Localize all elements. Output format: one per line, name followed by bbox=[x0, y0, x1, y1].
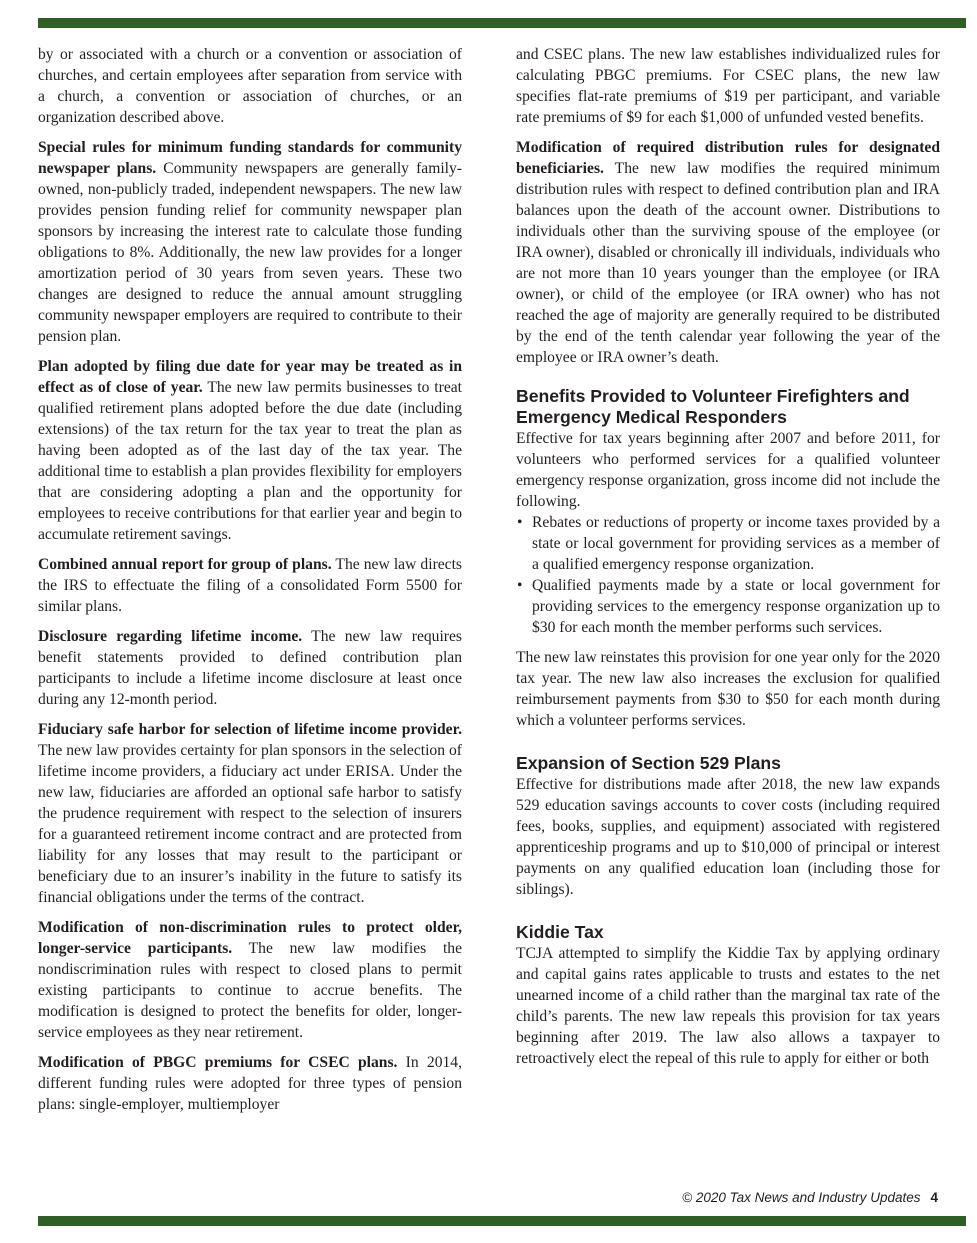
paragraph bbox=[38, 1052, 462, 1115]
paragraph-text: The new law modifies the nondiscrimination rules with respect to closed plans to permit existing participants to continue to accrue benefits. The modification is designed to protect the benefits for older, longer-service employees as they near retirement. bbox=[38, 940, 462, 1041]
paragraph-lead: Modification of PBGC premiums for CSEC plans. bbox=[38, 1054, 398, 1071]
paragraph bbox=[516, 137, 940, 368]
paragraph-lead: Combined annual report for group of plans. bbox=[38, 556, 332, 573]
paragraph: Effective for tax years beginning after 2007 and before 2011, for volunteers who performed services for a qualified volunteer emergency response organization, gross income did not include the following. bbox=[516, 430, 940, 510]
list-item bbox=[516, 575, 940, 638]
paragraph-lead: Special rules for minimum funding standards for community newspaper plans. bbox=[38, 139, 462, 177]
paragraph-lead: Modification of non-discrimination rules to protect older, longer-service participants. bbox=[38, 919, 462, 957]
bottom-rule bbox=[38, 1216, 966, 1226]
footer-text: © 2020 Tax News and Industry Updates bbox=[682, 1190, 921, 1205]
paragraph-text: The new law requires benefit statements provided to defined contribution plan participants to include a lifetime income disclosure at least once during any 12-month period. bbox=[38, 628, 462, 708]
paragraph bbox=[38, 719, 462, 908]
bullet-list bbox=[516, 512, 940, 638]
paragraph bbox=[38, 554, 462, 617]
paragraph-lead: Plan adopted by filing due date for year may be treated as in effect as of close of year. bbox=[38, 358, 462, 396]
bullet-icon: • bbox=[517, 577, 523, 594]
paragraph bbox=[38, 137, 462, 347]
section-heading: Kiddie Tax bbox=[516, 922, 604, 942]
page-footer bbox=[516, 1190, 938, 1205]
paragraph-text: The new law modifies the required minimum distribution rules with respect to defined contribution plan and IRA balances upon the death of the account owner. Distributions to individuals other than the surviving spouse of the employee (or IRA owner), disabled or chronically ill individuals, individuals who are not more than 10 years younger than the employee (or IRA owner), or child of the employee (or IRA owner) who has not reached the age of majority are generally required to be distributed by the end of the tenth calendar year following the year of the employee or IRA owner’s death. bbox=[516, 160, 940, 366]
paragraph: Effective for distributions made after 2018, the new law expands 529 education savings accounts to cover costs (including required fees, books, supplies, and equipment) associated with registered apprenticeship programs and up to $10,000 of principal or interest payments on any qualified education loan (including those for siblings). bbox=[516, 776, 940, 898]
list-item-text: Rebates or reductions of property or income taxes provided by a state or local government for providing services as a member of a qualified emergency response organization. bbox=[532, 514, 940, 573]
top-rule bbox=[38, 18, 966, 28]
list-item-text: Qualified payments made by a state or local government for providing services to the emergency response organization up to $30 for each month the member performs such services. bbox=[532, 577, 940, 636]
bullet-icon: • bbox=[517, 514, 523, 531]
paragraph: and CSEC plans. The new law establishes individualized rules for calculating PBGC premiums. For CSEC plans, the new law specifies flat-rate premiums of $19 per participant, and variable rate premiums of $9 for each $1,000 of unfunded vested benefits. bbox=[516, 46, 940, 126]
section-heading: Expansion of Section 529 Plans bbox=[516, 753, 781, 773]
paragraph-lead: Disclosure regarding lifetime income. bbox=[38, 628, 303, 645]
paragraph-text: In 2014, different funding rules were adopted for three types of pension plans: single-employer, multiemployer bbox=[38, 1054, 462, 1113]
list-item bbox=[516, 512, 940, 575]
section-heading: Benefits Provided to Volunteer Firefighters and Emergency Medical Responders bbox=[516, 386, 910, 427]
paragraph-text: Community newspapers are generally family-owned, non-publicly traded, independent newspapers. The new law provides pension funding relief for community newspaper plan sponsors by increasing the interest rate to calculate those funding obligations to 8%. Additionally, the new law provides for a longer amortization period of 30 years from seven years. These two changes are designed to reduce the annual amount struggling community newspaper employers are required to contribute to their pension plan. bbox=[38, 160, 462, 345]
page-number: 4 bbox=[930, 1190, 938, 1205]
paragraph: The new law reinstates this provision for one year only for the 2020 tax year. The new law also increases the exclusion for qualified reimbursement payments from $30 to $50 for each month during which a volunteer performs services. bbox=[516, 649, 940, 729]
paragraph bbox=[38, 626, 462, 710]
paragraph: TCJA attempted to simplify the Kiddie Tax by applying ordinary and capital gains rates applicable to trusts and estates to the net unearned income of a child rather than the marginal tax rate of the child’s parents. The new law repeals this provision for tax years beginning after 2019. The law also allows a taxpayer to retroactively elect the repeal of this rule to apply for either or both bbox=[516, 945, 940, 1067]
left-column bbox=[38, 44, 462, 1124]
paragraph-text: The new law directs the IRS to effectuate the filing of a consolidated Form 5500 for similar plans. bbox=[38, 556, 462, 615]
paragraph-text: The new law provides certainty for plan sponsors in the selection of lifetime income providers, a fiduciary act under ERISA. Under the new law, fiduciaries are afforded an optional safe harbor to satisfy the prudence requirement with respect to the selection of insurers for a guaranteed retirement income contract and are protected from liability for any losses that may result to the participant or beneficiary due to an insurer’s inability in the future to satisfy its financial obligations under the terms of the contract. bbox=[38, 742, 462, 906]
paragraph bbox=[38, 356, 462, 545]
paragraph-lead: Modification of required distribution rules for designated beneficiaries. bbox=[516, 139, 940, 177]
paragraph bbox=[38, 917, 462, 1043]
paragraph-lead: Fiduciary safe harbor for selection of lifetime income provider. bbox=[38, 721, 462, 738]
paragraph: by or associated with a church or a convention or association of churches, and certain employees after separation from service with a church, a convention or association of churches, or an organization described above. bbox=[38, 46, 462, 126]
right-column bbox=[516, 44, 940, 1069]
paragraph-text: The new law permits businesses to treat qualified retirement plans adopted before the due date (including extensions) of the tax return for the tax year to treat the plan as having been adopted as of the last day of the tax year. The additional time to establish a plan provides flexibility for employers that are considering adopting a plan and the opportunity for employees to receive contributions for that earlier year and begin to accumulate retirement savings. bbox=[38, 379, 462, 543]
